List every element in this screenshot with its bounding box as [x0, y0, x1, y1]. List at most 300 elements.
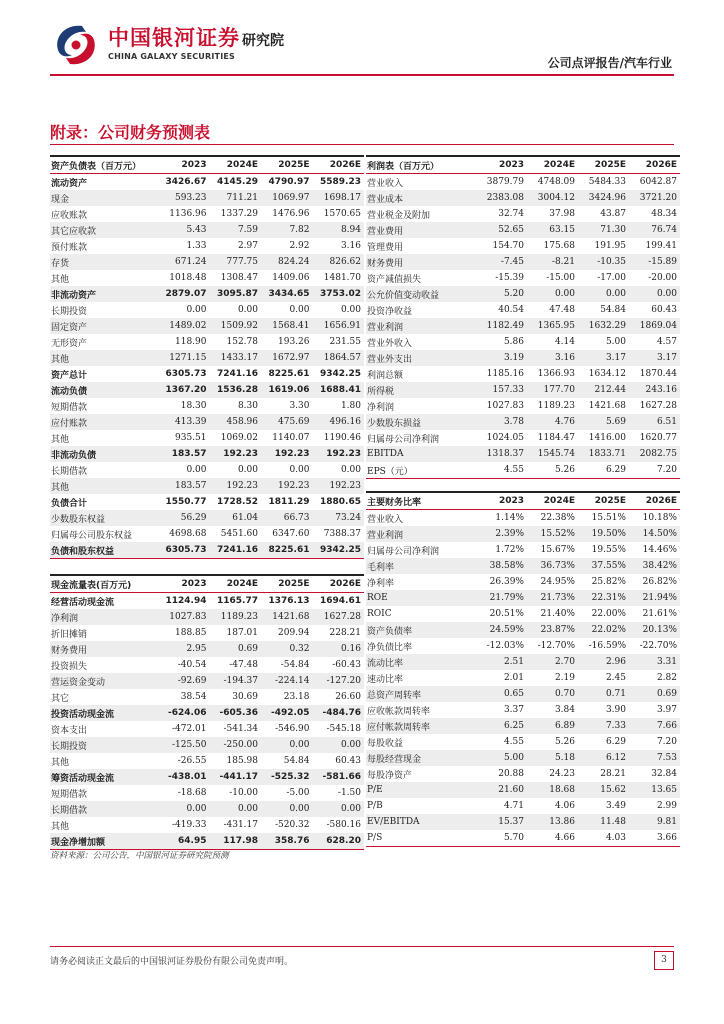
table-row — [366, 398, 680, 414]
value-cell: 3.16 — [527, 350, 578, 366]
row-label: 净利率 — [367, 578, 395, 589]
value-cell: 5.43 — [158, 222, 210, 238]
value-cell: 2.99 — [656, 801, 677, 811]
table-row — [50, 414, 364, 430]
value-cell: 1366.93 — [537, 369, 575, 379]
value-cell: 0.00 — [186, 305, 207, 315]
table-row — [50, 542, 364, 559]
value-cell: 4145.29 — [217, 177, 258, 187]
row-label: 非流动资产 — [50, 286, 158, 302]
row-label: 营业收入 — [367, 178, 404, 189]
row-label: 净利润 — [367, 402, 395, 413]
value-cell: 14.46% — [642, 545, 677, 555]
table-row — [50, 593, 364, 610]
row-label: 资产负债率 — [366, 622, 476, 638]
table-row — [366, 318, 680, 334]
value-cell: -624.06 — [158, 705, 210, 721]
value-cell: 2.95 — [158, 641, 210, 657]
value-cell: -16.59% — [588, 641, 626, 651]
value-cell: 1.72% — [495, 545, 524, 555]
table-title-cell: 利润表（百万元） — [366, 156, 476, 174]
value-cell: -10.00 — [229, 788, 258, 798]
year-header-cell: 2025E — [578, 492, 629, 510]
value-cell: -20.00 — [648, 273, 677, 283]
income-statement-table — [366, 155, 680, 479]
table-row — [366, 670, 680, 686]
table-row — [50, 625, 364, 641]
value-cell: 1545.74 — [527, 446, 578, 462]
value-cell: 5451.60 — [220, 529, 258, 539]
value-cell: 38.58% — [476, 558, 527, 574]
value-cell: 5.00 — [476, 750, 527, 766]
table-row — [50, 689, 364, 705]
value-cell: 1421.68 — [261, 609, 313, 625]
table-row — [366, 606, 680, 622]
value-cell: 3424.96 — [578, 190, 629, 206]
row-label: 营业收入 — [367, 514, 404, 525]
value-cell: 15.62 — [578, 782, 629, 798]
table-row — [50, 833, 364, 850]
table-row — [366, 414, 680, 430]
value-cell: 5.26 — [554, 737, 575, 747]
value-cell: 458.96 — [210, 414, 262, 430]
value-cell: -125.50 — [158, 737, 210, 753]
value-cell: 228.21 — [329, 628, 361, 638]
value-cell: 5.86 — [503, 337, 524, 347]
year-header-cell: 2026E — [313, 156, 365, 174]
table-row — [366, 206, 680, 222]
table-row — [50, 801, 364, 817]
value-cell: 4698.68 — [169, 529, 207, 539]
value-cell: 3095.87 — [210, 286, 262, 302]
table-row — [50, 174, 364, 191]
value-cell: 191.95 — [594, 241, 626, 251]
row-label: 总资产周转率 — [366, 686, 476, 702]
value-cell: 1476.96 — [272, 209, 310, 219]
value-cell: 231.55 — [329, 337, 361, 347]
value-cell: 1165.77 — [217, 596, 258, 606]
value-cell: -40.54 — [177, 660, 207, 670]
row-label: 其它应收款 — [50, 222, 158, 238]
value-cell: -7.45 — [476, 254, 527, 270]
value-cell: 0.00 — [289, 465, 310, 475]
row-label: 归属母公司净利润 — [367, 546, 440, 557]
value-cell: 192.23 — [210, 446, 262, 462]
value-cell: 117.98 — [210, 833, 262, 850]
value-cell: 13.86 — [527, 814, 578, 830]
year-header-cell: 2026E — [629, 156, 680, 174]
value-cell: 671.24 — [158, 254, 210, 270]
value-cell: 4.03 — [578, 830, 629, 847]
value-cell: 3.37 — [503, 705, 524, 715]
table-row — [50, 382, 364, 398]
value-cell: 5.69 — [578, 414, 629, 430]
table-row — [366, 238, 680, 254]
table-row — [50, 817, 364, 833]
table-row — [50, 286, 364, 302]
value-cell: 5589.23 — [320, 177, 361, 187]
year-header-cell: 2024E — [210, 575, 262, 593]
row-label: 营业利润 — [366, 318, 476, 334]
value-cell: -492.05 — [261, 705, 313, 721]
row-label: 其他 — [51, 757, 70, 768]
value-cell: -8.21 — [527, 254, 578, 270]
value-cell: 6.51 — [629, 414, 680, 430]
row-label: 长期投资 — [50, 737, 158, 753]
value-cell: 183.57 — [158, 478, 210, 494]
value-cell: 6305.73 — [158, 542, 210, 559]
value-cell: 0.00 — [527, 286, 578, 302]
year-header-cell: 2025E — [578, 156, 629, 174]
value-cell: 6.89 — [527, 718, 578, 734]
value-cell: 4.55 — [476, 462, 527, 479]
table-row — [50, 446, 364, 462]
value-cell: 3434.65 — [261, 286, 313, 302]
row-label: 长期借款 — [50, 801, 158, 817]
value-cell: 593.23 — [158, 190, 210, 206]
value-cell: 23.18 — [283, 692, 310, 702]
value-cell: 26.82% — [642, 577, 677, 587]
value-cell: 157.33 — [476, 382, 527, 398]
value-cell: 32.84 — [651, 769, 677, 779]
value-cell: 3004.12 — [527, 190, 578, 206]
value-cell: 54.84 — [283, 756, 310, 766]
value-cell: -224.14 — [261, 673, 313, 689]
value-cell: 15.51% — [591, 513, 626, 523]
value-cell: 2.01 — [503, 673, 524, 683]
value-cell: 1190.46 — [323, 433, 361, 443]
value-cell: 1880.65 — [320, 497, 361, 507]
value-cell: 1416.00 — [588, 433, 626, 443]
value-cell: 1869.04 — [629, 318, 680, 334]
value-cell: 1184.47 — [537, 433, 575, 443]
value-cell: 777.75 — [210, 254, 262, 270]
value-cell: -17.00 — [597, 273, 626, 283]
galaxy-logo-icon — [52, 22, 100, 68]
value-cell: 2383.08 — [476, 190, 527, 206]
value-cell: 5484.33 — [588, 177, 626, 187]
value-cell: 1870.44 — [639, 369, 677, 379]
value-cell: 24.59% — [476, 622, 527, 638]
value-cell: 1421.68 — [588, 401, 626, 411]
value-cell: -525.32 — [261, 769, 313, 785]
value-cell: 4.06 — [554, 801, 575, 811]
value-cell: 0.00 — [237, 465, 258, 475]
row-label: 折旧摊销 — [51, 629, 88, 640]
row-label: 投资活动现金流 — [50, 705, 158, 721]
value-cell: 192.23 — [261, 478, 313, 494]
year-header-cell: 2023 — [158, 575, 210, 593]
value-cell: 0.00 — [578, 286, 629, 302]
value-cell: 1864.57 — [313, 350, 365, 366]
table-row — [50, 494, 364, 510]
value-cell: -1.50 — [337, 788, 361, 798]
value-cell: 1189.23 — [210, 609, 262, 625]
value-cell: 7241.16 — [217, 369, 258, 379]
value-cell: 1619.06 — [261, 382, 313, 398]
table-row — [366, 782, 680, 798]
value-cell: 28.21 — [600, 769, 626, 779]
row-label: 负债合计 — [51, 498, 88, 509]
row-label: ROE — [366, 590, 476, 606]
value-cell: 37.98 — [549, 209, 575, 219]
value-cell: 1811.29 — [268, 497, 310, 507]
value-cell: 38.42% — [629, 558, 680, 574]
year-header-cell: 2024E — [210, 156, 262, 174]
value-cell: 3.97 — [656, 705, 677, 715]
row-label: 预付账款 — [51, 242, 88, 253]
row-label: 长期投资 — [51, 306, 88, 317]
value-cell: 5.00 — [605, 337, 626, 347]
row-label: 负债和股东权益 — [50, 542, 158, 559]
value-cell: 4748.09 — [537, 177, 575, 187]
value-cell: 13.65 — [629, 782, 680, 798]
table-row — [366, 718, 680, 734]
table-row — [50, 705, 364, 721]
value-cell: 63.15 — [527, 222, 578, 238]
value-cell: -15.00 — [546, 273, 575, 283]
value-cell: 175.68 — [543, 241, 575, 251]
value-cell: 4.57 — [656, 337, 677, 347]
row-label: 营业利润 — [366, 526, 476, 542]
value-cell: 7.53 — [629, 750, 680, 766]
value-cell: 177.70 — [527, 382, 578, 398]
value-cell: 54.84 — [600, 305, 626, 315]
row-label: 其他 — [51, 274, 70, 285]
value-cell: 1027.83 — [158, 609, 210, 625]
table-row — [366, 462, 680, 479]
value-cell: -541.34 — [223, 724, 258, 734]
row-label: 少数股东权益 — [50, 510, 158, 526]
company-name-en: CHINA GALAXY SECURITIES — [108, 52, 235, 61]
value-cell: 1672.97 — [261, 350, 313, 366]
value-cell: 6.29 — [578, 462, 629, 479]
value-cell: 1136.96 — [169, 209, 207, 219]
value-cell: 1550.77 — [165, 497, 207, 507]
value-cell: 8.94 — [313, 222, 365, 238]
value-cell: 4790.97 — [268, 177, 310, 187]
value-cell: 26.39% — [489, 577, 524, 587]
value-cell: 1.14% — [495, 513, 524, 523]
value-cell: 52.65 — [476, 222, 527, 238]
value-cell: -441.17 — [210, 769, 262, 785]
table-row — [366, 574, 680, 590]
value-cell: 3.17 — [578, 350, 629, 366]
row-label: 营业成本 — [366, 190, 476, 206]
row-label: 资产减值损失 — [367, 274, 422, 285]
value-cell: 3753.02 — [313, 286, 365, 302]
row-label: 投资损失 — [51, 661, 88, 672]
header-divider — [50, 74, 674, 76]
row-label: 流动资产 — [51, 178, 88, 189]
value-cell: 185.98 — [226, 756, 258, 766]
value-cell: -54.84 — [280, 660, 310, 670]
row-label: 财务费用 — [50, 641, 158, 657]
value-cell: 3.84 — [554, 705, 575, 715]
value-cell: 0.70 — [527, 686, 578, 702]
value-cell: 22.00% — [591, 609, 626, 619]
table-row — [50, 478, 364, 494]
row-label: 流动负债 — [50, 382, 158, 398]
value-cell: 3879.79 — [486, 177, 524, 187]
value-cell: 0.69 — [210, 641, 262, 657]
table-row — [366, 766, 680, 782]
value-cell: 1620.77 — [639, 433, 677, 443]
value-cell: 1536.28 — [210, 382, 262, 398]
value-cell: 6.29 — [605, 737, 626, 747]
value-cell: 1069.97 — [261, 190, 313, 206]
value-cell: 1271.15 — [158, 350, 210, 366]
row-label: 应收帐款周转率 — [367, 706, 431, 717]
value-cell: 14.50% — [629, 526, 680, 542]
value-cell: 1367.20 — [158, 382, 210, 398]
value-cell: 935.51 — [175, 433, 207, 443]
value-cell: 7241.16 — [210, 542, 262, 559]
value-cell: 7.82 — [261, 222, 313, 238]
value-cell: 18.30 — [180, 401, 207, 411]
year-header-cell: 2026E — [313, 575, 365, 593]
value-cell: 7388.37 — [323, 529, 361, 539]
table-row — [50, 318, 364, 334]
value-cell: -15.39 — [495, 273, 524, 283]
table-row — [366, 366, 680, 382]
row-label: 每股收益 — [367, 738, 404, 749]
row-label: 现金净增加额 — [50, 833, 158, 850]
value-cell: 2.19 — [554, 673, 575, 683]
value-cell: 2.96 — [578, 654, 629, 670]
value-cell: -60.43 — [332, 660, 361, 670]
value-cell: 1489.02 — [158, 318, 210, 334]
table-row — [366, 286, 680, 302]
value-cell: 60.43 — [335, 756, 361, 766]
row-label: 应付帐款周转率 — [366, 718, 476, 734]
table-row — [366, 430, 680, 446]
row-label: 应付账款 — [50, 414, 158, 430]
row-label: P/B — [367, 801, 383, 811]
footer-disclaimer: 请务必阅读正文最后的中国银河证券股份有限公司免责声明。 — [50, 957, 294, 967]
title-divider — [50, 144, 674, 145]
value-cell: 15.67% — [540, 545, 575, 555]
table-row — [366, 558, 680, 574]
value-cell: 3.49 — [605, 801, 626, 811]
value-cell: 73.24 — [313, 510, 365, 526]
value-cell: 0.32 — [261, 641, 313, 657]
value-cell: 4.71 — [503, 801, 524, 811]
value-cell: 5.70 — [476, 830, 527, 847]
value-cell: 1688.41 — [313, 382, 365, 398]
value-cell: 475.69 — [261, 414, 313, 430]
value-cell: 1570.65 — [323, 209, 361, 219]
value-cell: -194.37 — [210, 673, 262, 689]
value-cell: 154.70 — [492, 241, 524, 251]
row-label: 归属母公司净利润 — [367, 434, 440, 445]
value-cell: 20.88 — [498, 769, 524, 779]
value-cell: 0.00 — [629, 286, 680, 302]
row-label: P/E — [366, 782, 476, 798]
row-label: 无形资产 — [51, 338, 88, 349]
value-cell: 1509.92 — [210, 318, 262, 334]
value-cell: 8.30 — [237, 401, 258, 411]
value-cell: 1185.16 — [486, 369, 524, 379]
value-cell: 71.30 — [578, 222, 629, 238]
value-cell: 8225.61 — [268, 369, 310, 379]
table-row — [50, 526, 364, 542]
value-cell: 4.14 — [554, 337, 575, 347]
value-cell: -546.90 — [274, 724, 310, 734]
table-row — [366, 814, 680, 830]
value-cell: 4.66 — [527, 830, 578, 847]
table-row — [50, 398, 364, 414]
value-cell: 1337.29 — [220, 209, 258, 219]
table-row — [366, 622, 680, 638]
row-label: 毛利率 — [366, 558, 476, 574]
value-cell: 1318.37 — [476, 446, 527, 462]
table-title-cell: 资产负债表（百万元） — [50, 156, 158, 174]
value-cell: 0.00 — [289, 305, 310, 315]
value-cell: 1634.12 — [588, 369, 626, 379]
value-cell: 0.65 — [476, 686, 527, 702]
value-cell: 1409.06 — [272, 273, 310, 283]
value-cell: 192.23 — [313, 446, 365, 462]
table-row — [366, 446, 680, 462]
value-cell: 6305.73 — [165, 369, 207, 379]
table-row — [366, 334, 680, 350]
value-cell: 0.00 — [237, 305, 258, 315]
value-cell: 1124.94 — [165, 596, 207, 606]
value-cell: 64.95 — [158, 833, 210, 850]
table-row — [366, 382, 680, 398]
value-cell: 1.33 — [186, 241, 207, 251]
value-cell: 0.00 — [340, 465, 361, 475]
value-cell: 3.17 — [629, 350, 680, 366]
table-row — [366, 734, 680, 750]
value-cell: 1376.13 — [268, 596, 310, 606]
row-label: 速动比率 — [367, 674, 404, 685]
table-row — [366, 526, 680, 542]
institute-label: 研究院 — [242, 33, 284, 49]
table-row — [50, 270, 364, 286]
value-cell: 824.24 — [261, 254, 313, 270]
table-header-row — [366, 492, 680, 510]
value-cell: 496.16 — [313, 414, 365, 430]
value-cell: 1433.17 — [210, 350, 262, 366]
value-cell: -5.00 — [286, 788, 310, 798]
table-row — [366, 270, 680, 286]
value-cell: 0.00 — [340, 305, 361, 315]
table-row — [50, 721, 364, 737]
value-cell: 21.73% — [527, 590, 578, 606]
table-row — [366, 510, 680, 527]
value-cell: 192.23 — [261, 446, 313, 462]
table-row — [366, 590, 680, 606]
value-cell: 3426.67 — [165, 177, 207, 187]
row-label: 应收账款 — [51, 210, 88, 221]
value-cell: 3.66 — [629, 830, 680, 847]
value-cell: 1632.29 — [578, 318, 629, 334]
value-cell: 1365.95 — [527, 318, 578, 334]
value-cell: 24.23 — [549, 769, 575, 779]
value-cell: 0.71 — [578, 686, 629, 702]
value-cell: 15.52% — [527, 526, 578, 542]
year-header-cell: 2025E — [261, 156, 313, 174]
value-cell: 9.81 — [629, 814, 680, 830]
row-label: 现金 — [50, 190, 158, 206]
value-cell: 21.61% — [642, 609, 677, 619]
row-label: 资本支出 — [51, 725, 88, 736]
report-type: 公司点评报告/汽车行业 — [547, 56, 672, 70]
value-cell: 0.00 — [261, 737, 313, 753]
value-cell: 5.18 — [527, 750, 578, 766]
